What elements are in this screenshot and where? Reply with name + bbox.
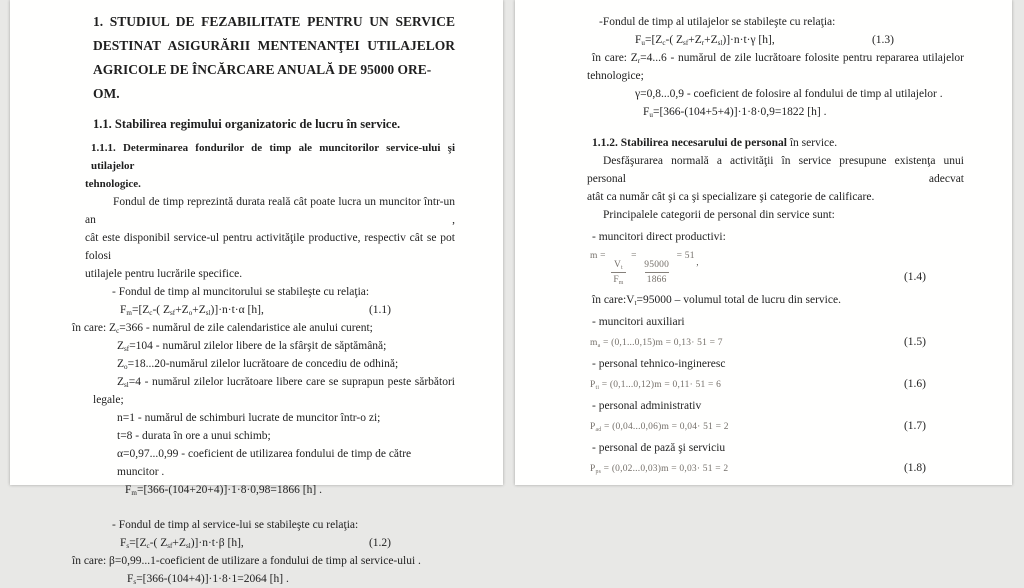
heading-normal-part: în service. [786, 137, 838, 149]
equation-number: (1.6) [903, 378, 926, 390]
heading-bold-part: 1.1.2. Stabilirea necesarului de personal [592, 137, 787, 149]
definition-line: în care: $Z_c=366$ - numărul de zile calendaristice ale anului curent; [72, 322, 373, 335]
definition-line: n=1 - numărul de schimburi lucrate de muncitor într-o zi; [117, 412, 381, 424]
equation-row-1-3 [587, 31, 964, 49]
fraction [611, 258, 625, 287]
document-page-right [515, 0, 1012, 485]
equation-row-1-2 [72, 534, 455, 552]
paragraph-line: utilajele pentru lucrările specifice. [85, 268, 243, 280]
paragraph-line: Desfăşurarea normală a activităţii în service presupune existenţa unui personal adecvat [587, 155, 964, 185]
calculation-line: $F_u=[366-(104+5+4)]\cdot 1\cdot 8\cdot 0,9=1822$ [h] . [643, 106, 827, 119]
formula: $F_m=[Z_c-$( $Z_{sf}+Z_o+Z_{sl})]\cdot n\cdot t\cdot\alpha$ [h], [120, 304, 264, 317]
equation-row-1-1 [72, 301, 455, 319]
definition-line: în care: β=0,99...1-coeficient de utilizare a fondului de timp al service-ului . [72, 555, 421, 567]
fraction-denominator: 1866 [645, 272, 669, 287]
category-label: - personal administrativ [592, 400, 702, 412]
relation-intro: - Fondul de timp al muncitorului se stabileşte cu relaţia: [112, 286, 370, 298]
definition-line: α=0,97...0,99 - coeficient de utilizarea fondului de timp de către muncitor . [117, 448, 412, 478]
category-label: - personal de pază şi serviciu [592, 442, 726, 454]
fraction-numerator: 95000 [644, 260, 670, 270]
equation-number: (1.2) [368, 537, 391, 549]
fraction-numerator: $V_t$ [613, 260, 623, 271]
formula: $F_u=[Z_c-$( $Z_{sf}+Z_r+Z_{sl})]\cdot n\cdot t\cdot\gamma$ [h], [635, 34, 775, 47]
definition-line: $Z_{sl}=4$ - numărul zilelor lucrătoare libere care se suprapun peste sărbători [117, 376, 455, 389]
definition-line: t=8 - durata în ore a unui schimb; [117, 430, 271, 442]
relation-intro: - Fondul de timp al service-lui se stabileşte cu relaţia: [112, 519, 359, 531]
section-heading-1-1: 1.1. Stabilirea regimului organizatoric de lucru în service. [93, 117, 401, 131]
category-label: - muncitori direct productivi: [592, 231, 726, 243]
formula-result: = 51 [676, 251, 695, 261]
equation-number: (1.5) [903, 336, 926, 348]
category-label: - personal tehnico-ingineresc [592, 358, 726, 370]
definition-line: în care: $Z_r=4...6$ - numărul de zile lucrătoare folosite pentru repararea utilajelor [592, 52, 964, 65]
definition-line-cont: tehnologice; [587, 70, 644, 82]
equals-sign: = [631, 251, 637, 261]
equation-row-1-8 [587, 459, 964, 477]
formula: $F_s=[Z_c-$( $Z_{sf}+Z_{sl})]\cdot n\cdot t\cdot\beta$ [h], [120, 537, 244, 550]
category-label: - muncitori auxiliari [592, 316, 685, 328]
paragraph-line: Principalele categorii de personal din service sunt: [603, 209, 835, 221]
equation-row-1-5 [587, 333, 964, 351]
paragraph-line: atât ca număr cât şi ca şi specializare şi categorie de calificare. [587, 191, 875, 203]
equation-number: (1.1) [368, 304, 391, 316]
fraction [642, 258, 671, 287]
subsection-heading-1-1-2 [592, 134, 964, 152]
definition-line-cont: legale; [93, 394, 124, 406]
paragraph-line: cât este disponibil service-ul pentru activităţile productive, respectiv cât se pot folosi [85, 232, 455, 262]
calculation-line: $F_s=[366-(104+4)]\cdot 1\cdot 8\cdot 1=2064$ [h] . [127, 573, 289, 586]
formula-lhs: m = [590, 251, 606, 261]
definition-line: $Z_{sf}=104$ - numărul zilelor libere de la sfârşit de săptămână; [117, 340, 387, 353]
document-page-left [10, 0, 503, 586]
definition-line: în $care:V_t=95000$ – volumul total de lucru din service. [592, 294, 841, 307]
formula: $P_{ad} = (0,04...0,06)m = 0,04\cdot 51 = 2$ [590, 422, 729, 433]
equation-number: (1.4) [903, 271, 926, 283]
definition-line: $Z_o=18...20$-numărul zilelor lucrătoare de concediu de odhină; [117, 358, 399, 371]
formula: $P_{ti} = (0,1...0,12)m = 0,11\cdot 51 = 6$ [590, 380, 722, 391]
definition-line: γ=0,8...0,9 - coeficient de folosire al fondului de timp al utilajelor . [635, 88, 943, 100]
chapter-title-line: 1. STUDIUL DE FEZABILITATE PENTRU UN SERVICE [93, 14, 455, 29]
subsection-heading-1-1-1: 1.1.1. Determinarea fondurilor de timp ale muncitorilor service-ului şi utilajelor [91, 142, 455, 172]
fraction-denominator: $F_m$ [611, 272, 625, 287]
paragraph-line: Fondul de timp reprezintă durata reală cât poate lucra un muncitor într-un an , [85, 196, 455, 226]
equation-row-1-6 [587, 375, 964, 393]
formula-comma: , [696, 258, 699, 268]
equation-number: (1.8) [903, 462, 926, 474]
equation-number: (1.7) [903, 420, 926, 432]
formula: $m_a = (0,1...0,15)m = 0,13\cdot 51 = 7$ [590, 338, 723, 349]
formula [590, 249, 700, 287]
chapter-title-line: AGRICOLE DE ÎNCĂRCARE ANUALĂ DE 95000 ORE-OM. [93, 62, 432, 101]
formula: $P_{ps} = (0,02...0,03)m = 0,03\cdot 51 = 2$ [590, 464, 729, 475]
relation-intro: -Fondul de timp al utilajelor se stabileşte cu relaţia: [599, 16, 836, 28]
chapter-title-line: DESTINAT ASIGURĂRII MENTENANŢEI UTILAJELOR [93, 38, 455, 53]
calculation-line: $F_m=[366-(104+20+4)]\cdot 1\cdot 8\cdot 0,98=1866$ [h] . [125, 484, 322, 497]
equation-number: (1.3) [871, 34, 894, 46]
equation-row-1-4 [587, 249, 964, 287]
subsection-heading-1-1-1-cont: tehnologice. [85, 178, 141, 190]
equation-row-1-7 [587, 417, 964, 435]
